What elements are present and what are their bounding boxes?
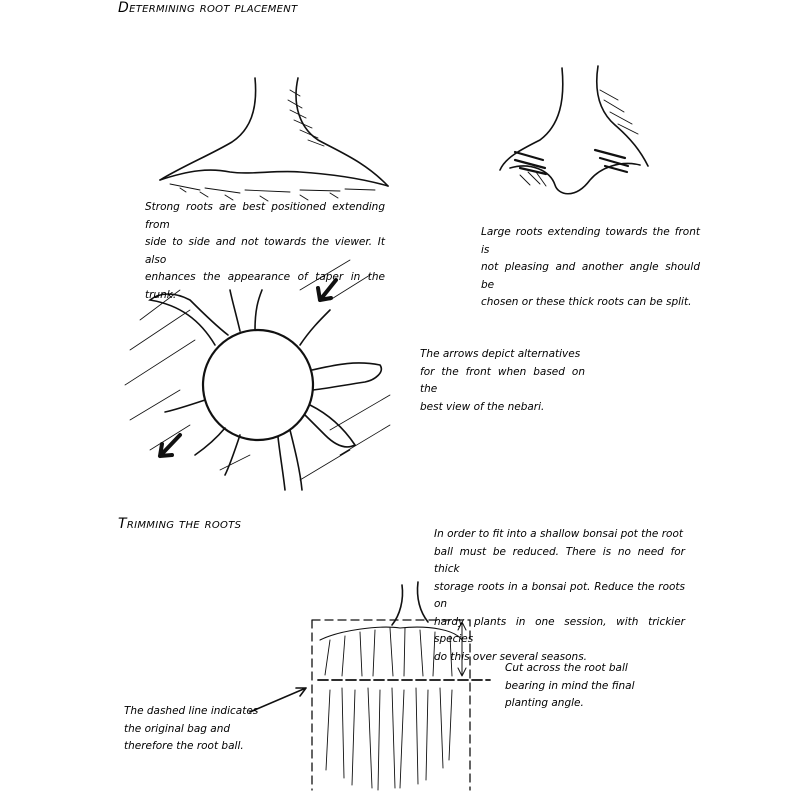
caption-line: bearing in mind the final bbox=[505, 679, 635, 692]
caption-line: In order to fit into a shallow bonsai pot the root bbox=[434, 528, 683, 540]
caption-large-roots bbox=[481, 224, 700, 312]
caption-strong-roots bbox=[145, 199, 385, 304]
caption-line: the original bag and bbox=[124, 722, 231, 735]
caption-line: The dashed line indicates bbox=[124, 705, 259, 717]
caption-dashed-line bbox=[124, 703, 262, 756]
caption-line: do this over several seasons. bbox=[434, 650, 588, 663]
caption-line: planting angle. bbox=[505, 697, 584, 709]
caption-line: storage roots in a bonsai pot. Reduce the roots on bbox=[434, 580, 685, 610]
caption-line: not pleasing and another angle should be bbox=[481, 261, 700, 291]
caption-root-ball bbox=[434, 526, 685, 666]
caption-line: therefore the root ball. bbox=[124, 740, 244, 752]
caption-arrows bbox=[420, 346, 585, 416]
trunk-side-roots-drawing bbox=[160, 78, 388, 201]
caption-cut-across bbox=[505, 660, 638, 713]
trunk-front-roots-drawing bbox=[500, 66, 648, 194]
caption-line: chosen or these thick roots can be split. bbox=[481, 296, 692, 308]
caption-line: The arrows depict alternatives bbox=[420, 348, 581, 360]
caption-line: side to side and not towards the viewer. It also bbox=[145, 236, 385, 266]
caption-line: Cut across the root ball bbox=[505, 662, 628, 674]
caption-line: ball must be reduced. There is no need for thick bbox=[434, 545, 685, 575]
caption-line: hardy plants in one session, with trickier species bbox=[434, 615, 685, 645]
caption-line: enhances the appearance of taper in the trunk. bbox=[145, 271, 385, 301]
caption-line: best view of the nebari. bbox=[420, 400, 545, 413]
heading-root-placement: Determining root placement bbox=[118, 0, 298, 16]
caption-line: Strong roots are best positioned extending from bbox=[145, 201, 385, 231]
heading-trimming: Trimming the roots bbox=[118, 516, 242, 532]
caption-line: for the front when based on the bbox=[420, 365, 585, 395]
caption-line: Large roots extending towards the front is bbox=[481, 226, 700, 256]
